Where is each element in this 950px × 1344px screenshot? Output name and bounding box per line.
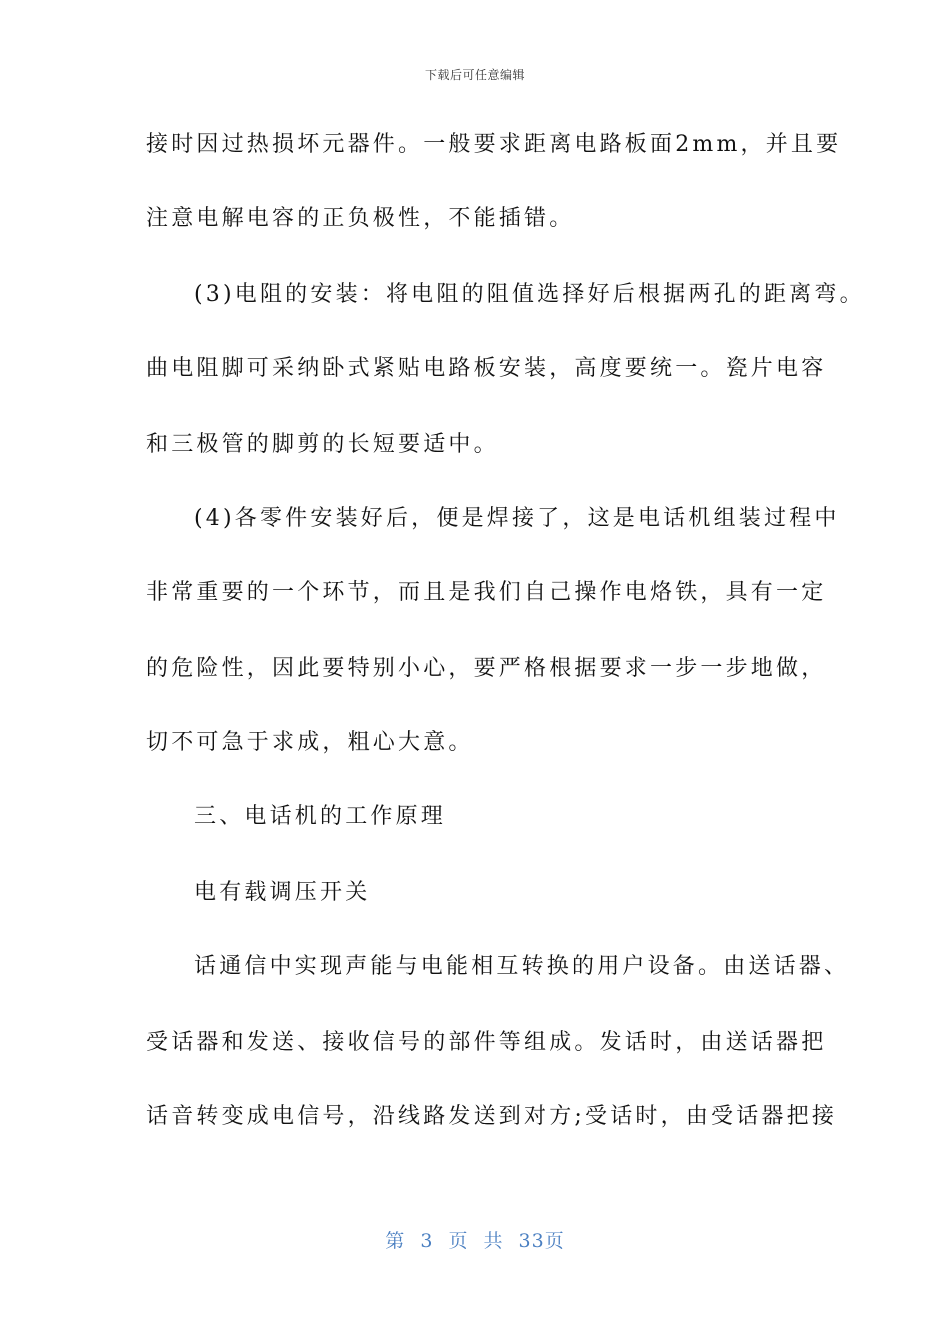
text-line-13: 受话器和发送、接收信号的部件等组成。发话时，由送话器把 — [146, 1030, 827, 1055]
text-line-7: 非常重要的一个环节，而且是我们自己操作电烙铁，具有一定 — [146, 580, 827, 605]
text-line-1: 接时因过热损坏元器件。一般要求距离电路板面2mm，并且要 — [146, 132, 842, 157]
text-line-2: 注意电解电容的正负极性，不能插错。 — [146, 206, 575, 231]
text-line-8: 的危险性，因此要特别小心，要严格根据要求一步一步地做， — [146, 656, 827, 681]
text-line-9: 切不可急于求成，粗心大意。 — [146, 730, 474, 755]
section-heading: 三、电话机的工作原理 — [194, 804, 447, 829]
text-line-14: 话音转变成电信号，沿线路发送到对方;受话时，由受话器把接 — [146, 1104, 838, 1129]
text-line-5: 和三极管的脚剪的长短要适中。 — [146, 432, 499, 457]
page-header: 下载后可任意编辑 — [424, 68, 525, 82]
text-line-12: 话通信中实现声能与电能相互转换的用户设备。由送话器、 — [194, 954, 850, 979]
text-line-11: 电有载调压开关 — [194, 880, 371, 905]
text-line-3: (3)电阻的安装：将电阻的阻值选择好后根据两孔的距离弯。 — [194, 282, 865, 307]
text-line-6: (4)各零件安装好后，便是焊接了，这是电话机组装过程中 — [194, 506, 840, 531]
page-footer: 第 3 页 共 33页 — [385, 1230, 565, 1252]
text-line-4: 曲电阻脚可采纳卧式紧贴电路板安装，高度要统一。瓷片电容 — [146, 356, 827, 381]
